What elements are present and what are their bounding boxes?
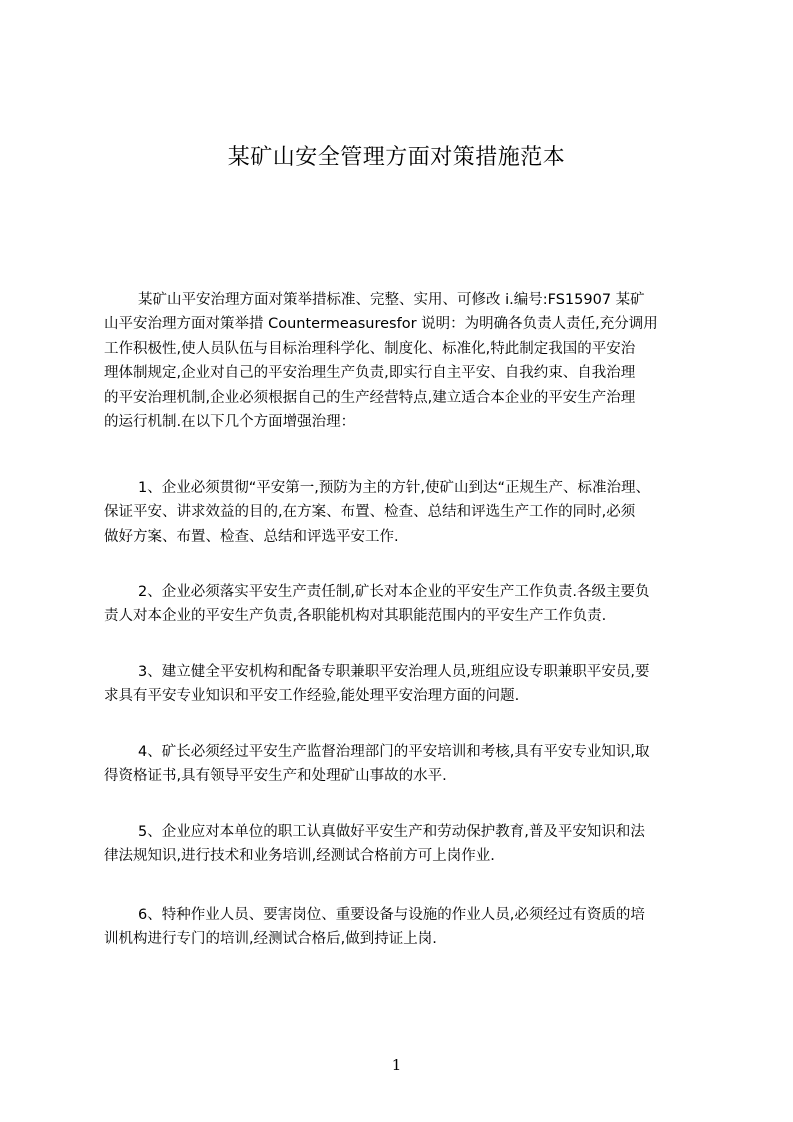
item-paragraph-1	[104, 476, 724, 549]
item-paragraph-4	[104, 740, 724, 789]
intro-line: 的运行机制.在以下几个方面增强治理：	[104, 414, 356, 431]
item-line: 做好方案、布置、检查、总结和评选平安工作.	[104, 528, 399, 545]
item-paragraph-5	[104, 820, 724, 869]
item-line: 求具有平安专业知识和平安工作经验,能处理平安治理方面的问题.	[104, 688, 520, 705]
item-line: 得资格证书,具有领导平安生产和处理矿山事故的水平.	[104, 768, 447, 785]
item-line: 2、企业必须落实平安生产责任制,矿长对本企业的平安生产工作负责.各级主要负	[138, 584, 650, 600]
intro-paragraph	[104, 288, 724, 434]
item-paragraph-2	[104, 580, 724, 629]
item-line: 4、矿长必须经过平安生产监督治理部门的平安培训和考核,具有平安专业知识,取	[138, 744, 650, 760]
intro-line: 理体制规定,企业对自己的平安治理生产负责,即实行自主平安、自我约束、自我治理	[104, 365, 636, 382]
intro-line: 某矿山平安治理方面对策举措标准、完整、实用、可修改 i.编号:FS15907 某矿	[138, 292, 645, 308]
item-line: 3、建立健全平安机构和配备专职兼职平安治理人员,班组应设专职兼职平安员,要	[138, 664, 650, 680]
item-line: 6、特种作业人员、要害岗位、重要设备与设施的作业人员,必须经过有资质的培	[138, 907, 645, 923]
item-line: 5、企业应对本单位的职工认真做好平安生产和劳动保护教育,普及平安知识和法	[138, 824, 645, 840]
intro-line: 的平安治理机制,企业必须根据自己的生产经营特点,建立适合本企业的平安生产治理	[104, 389, 636, 406]
document-title: 某矿山安全管理方面对策措施范本	[227, 145, 566, 170]
item-paragraph-6	[104, 903, 724, 952]
item-line: 律法规知识,进行技术和业务培训,经测试合格前方可上岗作业.	[104, 848, 495, 865]
item-paragraph-3	[104, 660, 724, 709]
intro-line: 山平安治理方面对策举措 Countermeasuresfor 说明：为明确各负责人责任,充分调用	[104, 316, 658, 333]
item-line: 保证平安、讲求效益的目的,在方案、布置、检查、总结和评选生产工作的同时,必须	[104, 504, 636, 521]
intro-line: 工作积极性,使人员队伍与目标治理科学化、制度化、标准化,特此制定我国的平安治	[104, 340, 636, 357]
item-line: 责人对本企业的平安生产负责,各职能机构对其职能范围内的平安生产工作负责.	[104, 608, 607, 625]
page-number: 1	[391, 1056, 402, 1074]
item-line: 1、企业必须贯彻“平安第一,预防为主的方针,使矿山到达“正规生产、标准治理、	[138, 480, 650, 496]
item-line: 训机构进行专门的培训,经测试合格后,做到持证上岗.	[104, 931, 437, 948]
